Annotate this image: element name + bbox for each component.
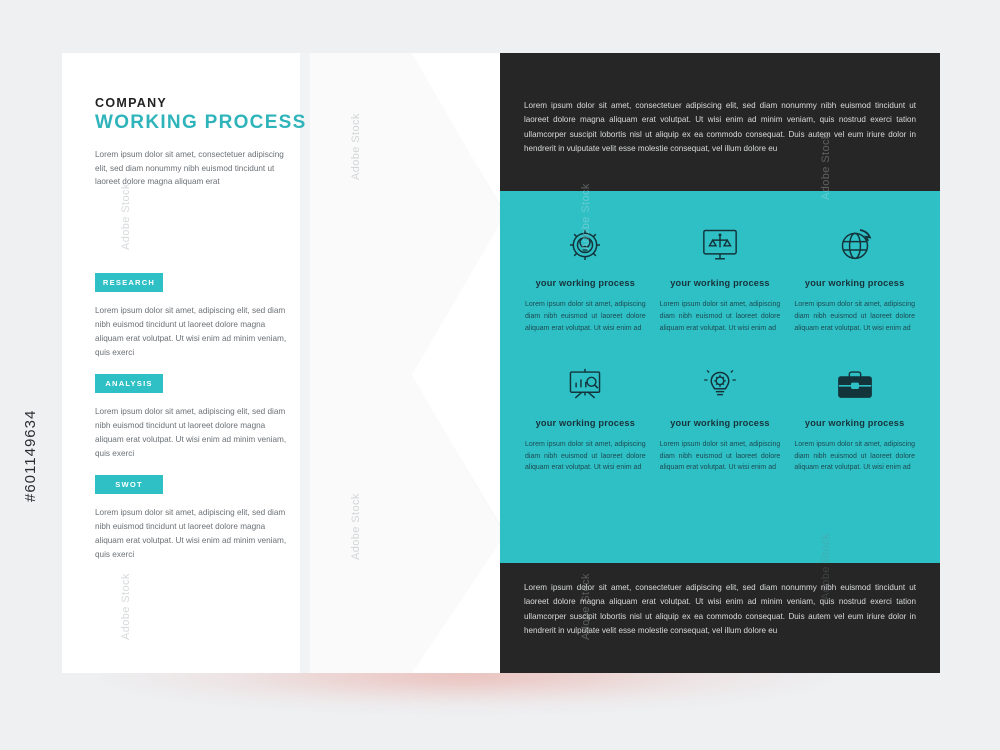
- company-label: COMPANY: [95, 96, 168, 110]
- section-analysis: [95, 373, 295, 461]
- feature-card-title: your working process: [804, 278, 905, 288]
- status-badge-analysis: ANALYSIS: [95, 374, 163, 393]
- intro-paragraph: Lorem ipsum dolor sit amet, consectetuer adipiscing elit, sed diam nonummy nibh euismod tincidunt ut laoreet dolore magna aliquam erat: [95, 150, 284, 187]
- presentation-chart-search-icon: [525, 363, 646, 407]
- feature-card-title: your working process: [804, 417, 905, 428]
- right-top-paragraph: Lorem ipsum dolor sit amet, consectetuer adipiscing elit, sed diam nonummy nibh euismod tincidunt ut laoreet dolore magna aliquam erat volutpat. Ut wisi enim ad minim veniam, quis nostrud exerci tation ullamcorper suscipit lobortis nisl ut aliquip ex ea commodo consequat. Duis autem vel eum iriure dolor in hendrerit in vulputate velit esse molestie consequat, vel illum dolore eu: [524, 101, 916, 154]
- feature-card: [653, 223, 788, 335]
- status-badge-swot: SWOT: [95, 475, 163, 494]
- section-swot-body: Lorem ipsum dolor sit amet, adipiscing elit, sed diam nibh euismod tincidunt ut laoreet dolore magna aliquam erat volutpat. Ut wisi enim ad minim veniam, quis exerci: [95, 508, 287, 560]
- feature-card-body: Lorem ipsum dolor sit amet, adipiscing diam nibh euismod ut laoreet dolore aliquam erat volutpat. Ut wisi enim ad: [525, 301, 646, 332]
- section-research-body: Lorem ipsum dolor sit amet, adipiscing elit, sed diam nibh euismod tincidunt ut laoreet dolore magna aliquam erat volutpat. Ut wisi enim ad minim veniam, quis exerci: [95, 306, 287, 358]
- feature-card-body: Lorem ipsum dolor sit amet, adipiscing diam nibh euismod ut laoreet dolore aliquam erat volutpat. Ut wisi enim ad: [525, 440, 646, 472]
- watermark-text: Adobe Stock: [580, 183, 592, 250]
- section-research: [95, 272, 295, 360]
- feature-grid: [518, 223, 922, 474]
- stock-id-label: #601149634: [22, 409, 39, 502]
- watermark-text: Adobe Stock: [820, 533, 832, 600]
- feature-card: [787, 223, 922, 335]
- lightbulb-gear-icon: [660, 363, 781, 407]
- feature-card-body: Lorem ipsum dolor sit amet, adipiscing diam nibh euismod ut laoreet dolore aliquam erat volutpat. Ut wisi enim ad: [794, 301, 915, 332]
- watermark-text: Adobe Stock: [580, 573, 592, 640]
- page-title: WORKING PROCESS: [95, 112, 307, 133]
- gear-head-idea-icon: [525, 223, 646, 267]
- feature-card: [653, 363, 788, 475]
- feature-card: [787, 363, 922, 475]
- watermark-text: Adobe Stock: [120, 573, 132, 640]
- section-swot: [95, 474, 295, 562]
- feature-card: [518, 363, 653, 475]
- right-page: [500, 53, 940, 673]
- feature-card-title: your working process: [535, 417, 636, 428]
- feature-card-title: your working process: [670, 278, 770, 288]
- left-header-block: [95, 96, 345, 189]
- feature-card-body: Lorem ipsum dolor sit amet, adipiscing diam nibh euismod ut laoreet dolore aliquam erat volutpat. Ut wisi enim ad: [659, 301, 781, 332]
- monitor-balance-scale-icon: [660, 223, 781, 267]
- feature-card-body: Lorem ipsum dolor sit amet, adipiscing diam nibh euismod ut laoreet dolore aliquam erat volutpat. Ut wisi enim ad: [659, 440, 781, 472]
- briefcase-icon: [794, 363, 915, 407]
- feature-card-title: your working process: [535, 278, 636, 288]
- watermark-text: Adobe Stock: [120, 183, 132, 250]
- watermark-text: Adobe Stock: [350, 113, 362, 180]
- right-bottom-paragraph: Lorem ipsum dolor sit amet, consectetuer adipiscing elit, sed diam nonummy nibh euismod tincidunt ut laoreet dolore magna aliquam erat volutpat. Ut wisi enim ad minim veniam, quis nostrud exerci tation ullamcorper suscipit lobortis nisl ut aliquip ex ea commodo consequat. Duis autem vel eum iriure dolor in hendrerit in vulputate velit esse molestie consequat, vel illum dolore eu: [524, 583, 916, 636]
- feature-card: [518, 223, 653, 335]
- globe-arrow-icon: [794, 223, 915, 267]
- feature-card-body: Lorem ipsum dolor sit amet, adipiscing diam nibh euismod ut laoreet dolore aliquam erat volutpat. Ut wisi enim ad: [794, 440, 915, 472]
- watermark-text: Adobe Stock: [820, 133, 832, 200]
- watermark-text: Adobe Stock: [350, 493, 362, 560]
- section-analysis-body: Lorem ipsum dolor sit amet, adipiscing elit, sed diam nibh euismod tincidunt ut laoreet dolore magna aliquam erat volutpat. Ut wisi enim ad minim veniam, quis exerci: [95, 407, 287, 459]
- feature-card-title: your working process: [670, 417, 770, 428]
- status-badge-research: RESEARCH: [95, 273, 163, 292]
